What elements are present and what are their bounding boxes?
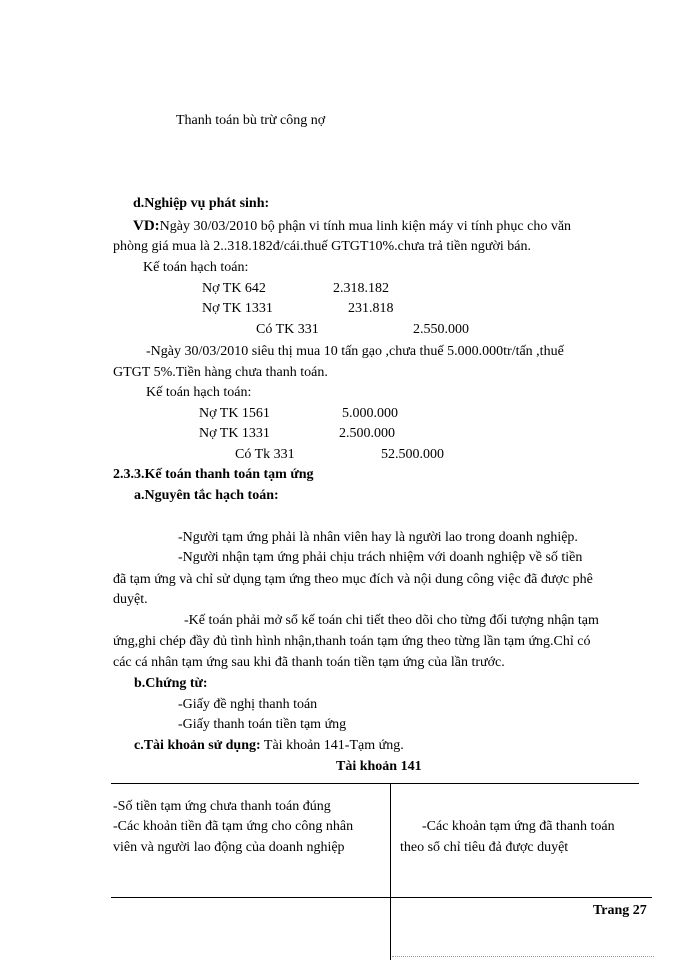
debit-line-3: viên và người lao động của doanh nghiệp <box>113 840 345 855</box>
vd-label: VD: <box>133 218 160 234</box>
credit-line-2: theo sổ chỉ tiêu đả được duyệt <box>400 840 569 855</box>
ex2-line-1: -Ngày 30/03/2010 siêu thị mua 10 tấn gạo ,chưa thuế 5.000.000tr/tấn ,thuế <box>146 344 564 359</box>
rule-2-line-1: -Người nhận tạm ứng phải chịu trách nhiệm với doanh nghiệp về số tiền <box>178 550 583 565</box>
rule-3-line-2: ứng,ghi chép đầy đủ tình hình nhận,thanh toán tạm ứng theo từng lần tạm ứng.Chỉ có <box>113 634 591 649</box>
entry2-account-2: Nợ TK 1331 <box>199 426 270 441</box>
entry1-amount-3: 2.550.000 <box>413 322 469 337</box>
entry1-amount-1: 2.318.182 <box>333 281 389 296</box>
document-item-1: -Giấy đề nghị thanh toán <box>178 697 318 712</box>
section-c-line <box>134 737 404 755</box>
rule-1: -Người tạm ứng phải là nhân viên hay là người lao trong doanh nghiệp. <box>178 530 578 545</box>
t-account-divider <box>390 783 391 960</box>
debit-line-1: -Số tiền tạm ứng chưa thanh toán đúng <box>113 799 331 814</box>
document-item-2: -Giấy thanh toán tiền tạm ứng <box>178 717 347 732</box>
section-d-heading: d.Nghiệp vụ phát sinh: <box>133 196 270 211</box>
t-account-title: Tài khoản 141 <box>336 759 422 774</box>
vd-text: Ngày 30/03/2010 bộ phận vi tính mua linh kiện máy vi tính phục cho văn <box>159 219 572 234</box>
entry2-amount-3: 52.500.000 <box>381 447 444 462</box>
page-number: Trang 27 <box>593 903 647 918</box>
ke-toan-label-1: Kế toán hạch toán: <box>143 260 249 275</box>
rule-2-line-2: đã tạm ứng và chỉ sử dụng tạm ứng theo mục đích và nội dung công việc đã được phê <box>113 572 593 587</box>
entry2-account-3: Có Tk 331 <box>235 447 295 462</box>
debit-line-2: -Các khoản tiền đã tạm ứng cho công nhân <box>113 819 354 834</box>
intro-line: Thanh toán bù trừ công nợ <box>176 113 326 128</box>
ke-toan-label-2: Kế toán hạch toán: <box>146 385 252 400</box>
entry2-amount-2: 2.500.000 <box>339 426 395 441</box>
entry1-account-3: Có TK 331 <box>256 322 319 337</box>
section-b-heading: b.Chứng từ: <box>134 676 208 691</box>
entry1-account-1: Nợ TK 642 <box>202 281 266 296</box>
ex2-line-2: GTGT 5%.Tiền hàng chưa thanh toán. <box>113 365 328 380</box>
vd-line-1 <box>133 217 571 236</box>
section-c-heading: c.Tài khoản sử dụng: <box>134 738 261 753</box>
entry1-amount-2: 231.818 <box>348 301 394 316</box>
bottom-dotted-rule <box>392 956 654 957</box>
credit-line-1: -Các khoản tạm ứng đã thanh toán <box>422 819 615 834</box>
t-account-top-rule <box>111 783 639 784</box>
section-a-heading: a.Nguyên tắc hạch toán: <box>134 488 279 503</box>
rule-3-line-3: các cá nhân tạm ứng sau khi đã thanh toán tiền tạm ứng của lần trước. <box>113 655 505 670</box>
rule-3-line-1: -Kế toán phải mở sổ kế toán chi tiết theo dõi cho từng đối tượng nhận tạm <box>184 613 599 628</box>
vd-line-2: phòng giá mua là 2..318.182đ/cái.thuế GTGT10%.chưa trả tiền người bán. <box>113 239 531 254</box>
rule-2-line-3: duyệt. <box>113 592 148 607</box>
entry2-account-1: Nợ TK 1561 <box>199 406 270 421</box>
section-233-heading: 2.3.3.Kế toán thanh toán tạm ứng <box>113 467 314 482</box>
entry1-account-2: Nợ TK 1331 <box>202 301 273 316</box>
section-c-text: Tài khoản 141-Tạm ứng. <box>260 738 404 753</box>
footer-rule <box>111 897 652 898</box>
entry2-amount-1: 5.000.000 <box>342 406 398 421</box>
